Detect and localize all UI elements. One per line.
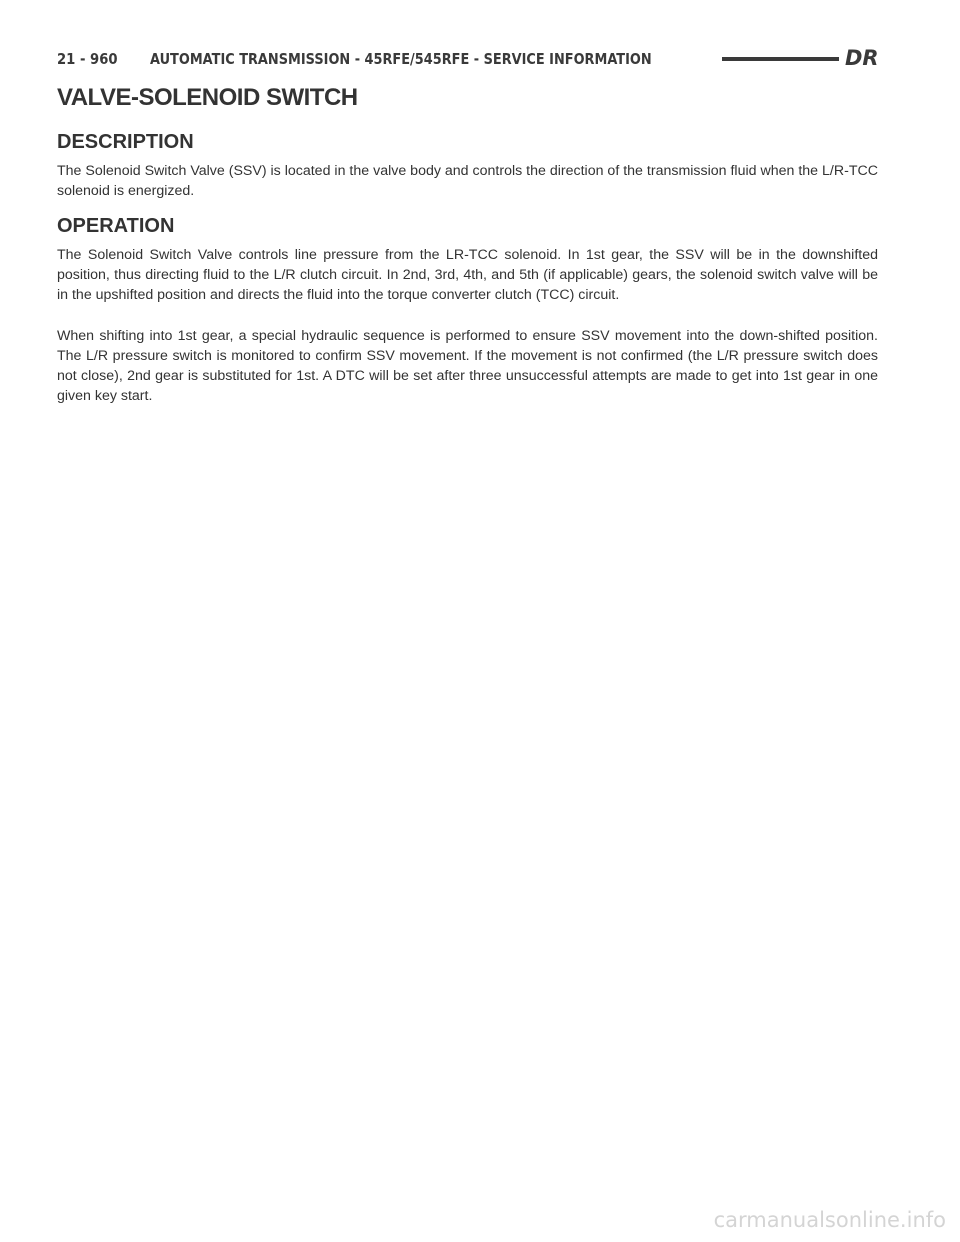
page-header <box>57 44 879 74</box>
section-heading-operation: OPERATION <box>57 215 175 237</box>
section-heading-description: DESCRIPTION <box>57 131 194 153</box>
model-badge: DR <box>845 46 879 70</box>
watermark: carmanualsonline.info <box>713 1208 946 1232</box>
header-rule <box>722 57 839 61</box>
operation-paragraph-2: When shifting into 1st gear, a special hydraulic sequence is performed to ensure SSV movement into the down-shifted position. The L/R pressure switch is monitored to confirm SSV movement. If the movement is not confirmed (the L/R pressure switch does not close), 2nd gear is substituted for 1st. A DTC will be set after three unsuccessful attempts are made to get into 1st gear in one given key start. <box>57 328 878 404</box>
page-title: VALVE-SOLENOID SWITCH <box>57 84 358 111</box>
page-number: 21 - 960 <box>57 50 118 68</box>
description-paragraph: The Solenoid Switch Valve (SSV) is located in the valve body and controls the direction of the transmission fluid when the L/R-TCC solenoid is energized. <box>57 163 878 199</box>
header-title: AUTOMATIC TRANSMISSION - 45RFE/545RFE - SERVICE INFORMATION <box>150 50 652 68</box>
operation-paragraph-1: The Solenoid Switch Valve controls line pressure from the LR-TCC solenoid. In 1st gear, the SSV will be in the downshifted position, thus directing fluid to the L/R clutch circuit. In 2nd, 3rd, 4th, and 5th (if applicable) gears, the solenoid switch valve will be in the upshifted position and directs the fluid into the torque converter clutch (TCC) circuit. <box>57 247 878 303</box>
